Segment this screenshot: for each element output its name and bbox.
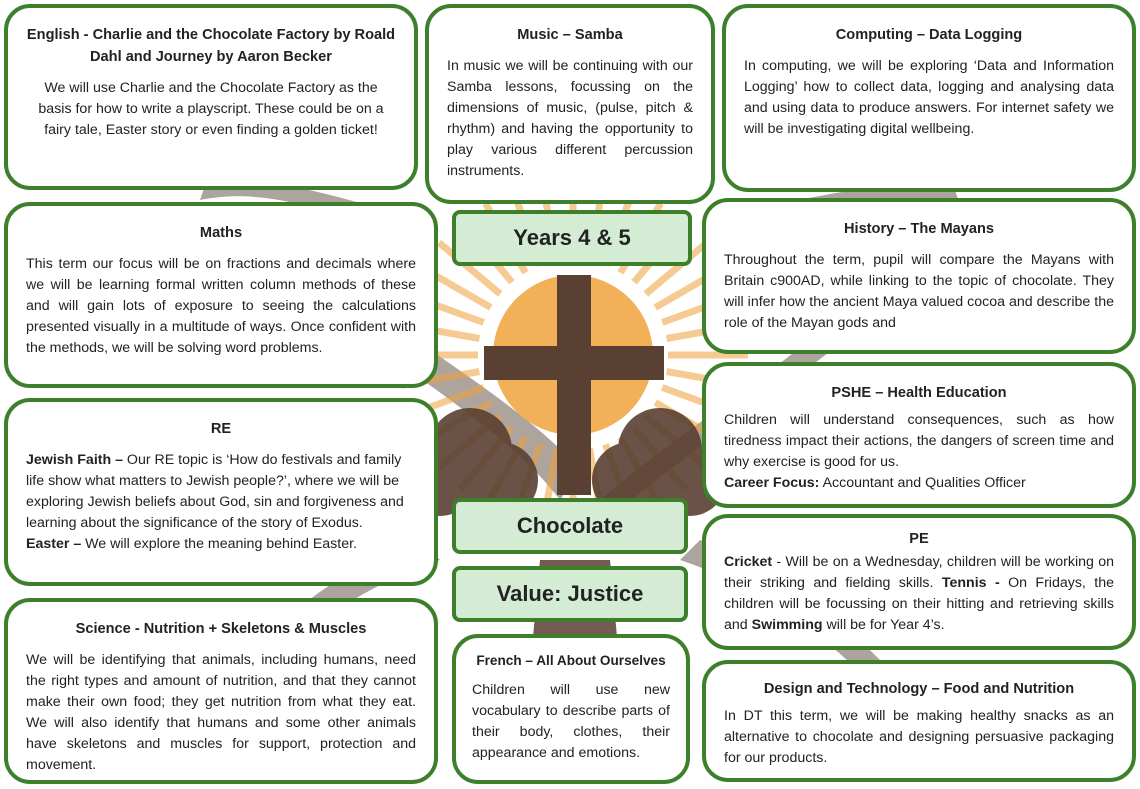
computing-body: In computing, we will be exploring ‘Data and Information Logging’ how to collect data, logging and analysing data and using data to produce answers. For internet safety we will be investigating digital wellbeing. — [744, 58, 1114, 137]
dt-title: Design and Technology – Food and Nutrition — [763, 681, 1075, 697]
maths-title: Maths — [199, 225, 243, 241]
computing-title: Computing – Data Logging — [835, 27, 1023, 43]
pshe-text: Children will understand consequences, such as how tiredness impact their actions, the dangers of screen time and why exercise is good for us. — [724, 412, 1114, 470]
pshe-title: PSHE – Health Education — [831, 385, 1007, 401]
french-card — [452, 634, 690, 784]
pe-tennis-text: On Fridays, the children will be focussing on their hitting and retrieving skills and — [724, 575, 1114, 633]
pe-card — [702, 514, 1136, 650]
music-title: Music – Samba — [517, 27, 623, 43]
re-jewish-faith-label: Jewish Faith – — [26, 452, 123, 468]
science-body: We will be identifying that animals, including humans, need the right types and amount of nutrition, and that they cannot make their own food; they get nutrition from what they eat. We will also identify that humans and some other animals have skeletons and muscles for support, protection and movement. — [26, 652, 416, 773]
career-focus-label: Career Focus: — [724, 475, 820, 491]
pe-body — [724, 552, 1114, 636]
history-card — [702, 198, 1136, 354]
pshe-card — [702, 362, 1136, 508]
value-tag: Value: Justice — [452, 566, 688, 622]
years-tag: Years 4 & 5 — [452, 210, 692, 266]
pshe-body — [724, 410, 1114, 494]
english-title: English - Charlie and the Chocolate Factory by Roald Dahl and Journey by Aaron Becker — [26, 27, 396, 65]
science-card — [4, 598, 438, 784]
pe-cricket-label: Cricket — [724, 554, 773, 570]
english-card — [4, 4, 418, 190]
re-body — [26, 450, 416, 555]
french-body: Children will use new vocabulary to describe parts of their body, clothes, their appearance and emotions. — [472, 682, 670, 761]
history-title: History – The Mayans — [843, 221, 995, 237]
english-body: We will use Charlie and the Chocolate Factory as the basis for how to write a playscript. These could be on a fairy tale, Easter story or even finding a golden ticket! — [38, 80, 384, 138]
computing-card — [722, 4, 1136, 192]
dt-card — [702, 660, 1136, 782]
re-easter-label: Easter – — [26, 536, 82, 552]
pe-swimming-label: Swimming — [751, 617, 823, 633]
topic-tag: Chocolate — [452, 498, 688, 554]
re-easter-text: We will explore the meaning behind Easter. — [81, 536, 357, 552]
french-title: French – All About Ourselves — [476, 653, 666, 668]
pe-swimming-text: will be for Year 4’s. — [822, 617, 945, 633]
re-jewish-faith-text: Our RE topic is ‘How do festivals and family life show what matters to Jewish people?’, where we will be exploring Jewish beliefs about God, sin and forgiveness and learning about the significance of the story of Exodus. — [26, 452, 404, 531]
re-card — [4, 398, 438, 586]
career-focus-text: Accountant and Qualities Officer — [819, 475, 1026, 491]
history-body: Throughout the term, pupil will compare the Mayans with Britain c900AD, while linking to the topic of chocolate. They will infer how the ancient Maya valued cocoa and describe the role of the Mayan gods and — [724, 252, 1114, 331]
dt-body: In DT this term, we will be making healthy snacks as an alternative to chocolate and designing persuasive packaging for our products. — [724, 708, 1114, 766]
maths-card — [4, 202, 438, 388]
re-title: RE — [210, 421, 232, 437]
pe-title: PE — [909, 531, 929, 547]
science-title: Science - Nutrition + Skeletons & Muscles — [75, 621, 367, 637]
music-body: In music we will be continuing with our Samba lessons, focussing on the dimensions of music, (pulse, pitch & rhythm) and having the opportunity to play various different percussion instruments. — [447, 58, 693, 179]
pe-tennis-label: Tennis - — [941, 575, 1000, 591]
music-card — [425, 4, 715, 204]
pe-cricket-text: - Will be on a Wednesday, children will be working on their striking and fielding skills. — [724, 554, 1114, 591]
maths-body: This term our focus will be on fractions and decimals where we will be learning formal written column methods of these and will gain lots of exposure to seeing the calculations presented visually in a multitude of ways. Once confident with the methods, we will be solving word problems. — [26, 256, 416, 356]
